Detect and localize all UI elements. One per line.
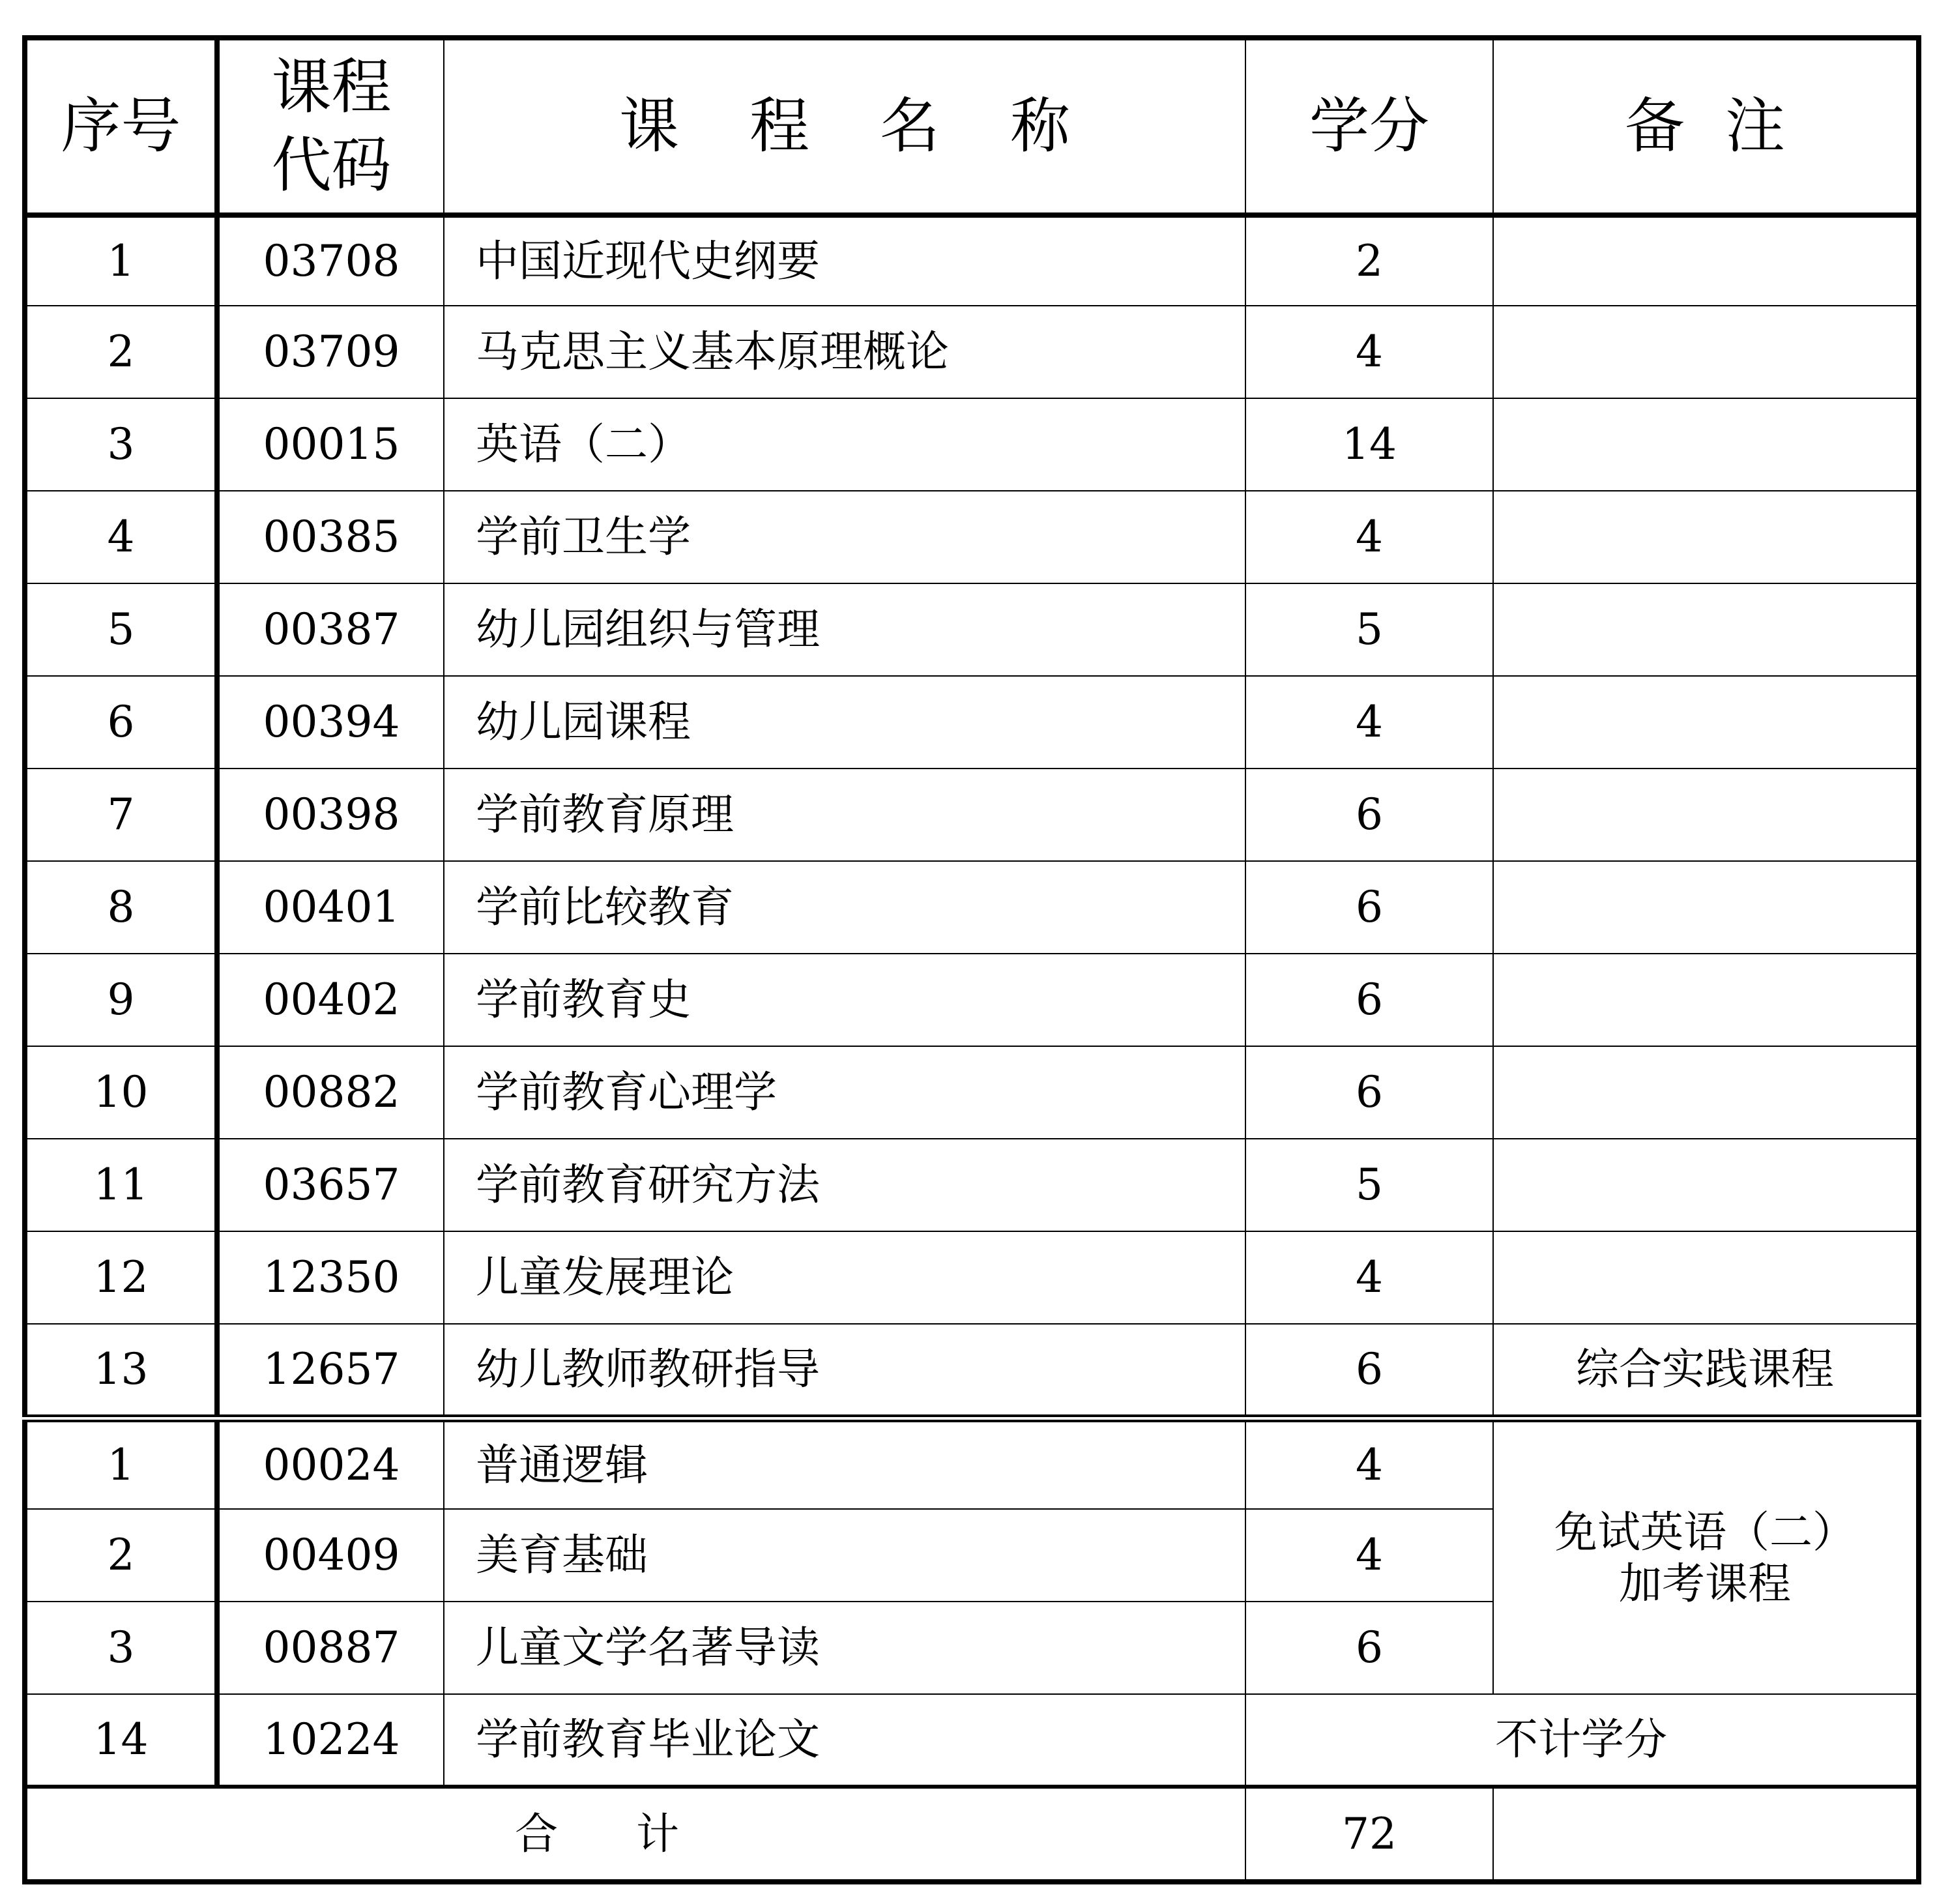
cell-seq: 7 [25,769,217,861]
cell-code: 12350 [217,1231,444,1324]
cell-note [1493,1046,1919,1139]
cell-credit: 4 [1245,676,1493,769]
cell-code: 00887 [217,1602,444,1694]
cell-course-name: 美育基础 [444,1509,1245,1602]
cell-seq: 2 [25,1509,217,1602]
header-code-line1: 课程 [271,52,392,123]
cell-note [1493,1139,1919,1231]
header-code-line2: 代码 [271,130,392,200]
cell-note [1493,398,1919,491]
total-note [1493,1787,1919,1882]
cell-seq: 10 [25,1046,217,1139]
cell-credit: 6 [1245,954,1493,1046]
cell-seq: 9 [25,954,217,1046]
table-row [25,306,1919,398]
cell-note [1493,861,1919,954]
cell-seq: 5 [25,583,217,676]
cell-course-name: 学前教育史 [444,954,1245,1046]
table-row [25,1418,1919,1509]
cell-code: 00882 [217,1046,444,1139]
cell-credit: 6 [1245,861,1493,954]
cell-note [1493,676,1919,769]
table-row [25,1139,1919,1231]
cell-note: 综合实践课程 [1493,1324,1919,1418]
cell-course-name: 学前教育原理 [444,769,1245,861]
extra-note-line1: 免试英语（二） [1554,1506,1855,1557]
header-credit: 学分 [1245,38,1493,215]
cell-code: 03657 [217,1139,444,1231]
cell-course-name: 学前比较教育 [444,861,1245,954]
cell-course-name: 学前教育研究方法 [444,1139,1245,1231]
table-row [25,491,1919,583]
cell-seq: 13 [25,1324,217,1418]
cell-code: 00385 [217,491,444,583]
cell-note [1493,491,1919,583]
table-row [25,676,1919,769]
cell-code: 00398 [217,769,444,861]
cell-code: 00401 [217,861,444,954]
cell-credit: 4 [1245,491,1493,583]
table-row [25,1046,1919,1139]
cell-code: 00015 [217,398,444,491]
cell-course-name: 学前卫生学 [444,491,1245,583]
header-course-name: 课程名称 [444,38,1245,215]
table-row [25,215,1919,306]
total-row [25,1787,1919,1882]
cell-course-name: 学前教育心理学 [444,1046,1245,1139]
cell-code: 03709 [217,306,444,398]
total-label: 合计 [25,1787,1245,1882]
cell-credit: 5 [1245,1139,1493,1231]
cell-course-name: 中国近现代史纲要 [444,215,1245,306]
cell-note [1493,306,1919,398]
total-credit: 72 [1245,1787,1493,1882]
table-row [25,954,1919,1046]
cell-seq: 14 [25,1694,217,1787]
cell-note [1493,954,1919,1046]
table-row [25,1324,1919,1418]
header-seq: 序号 [25,38,217,215]
cell-credit: 4 [1245,1231,1493,1324]
cell-course-name: 儿童发展理论 [444,1231,1245,1324]
cell-course-name: 幼儿园组织与管理 [444,583,1245,676]
table-row [25,1694,1919,1787]
cell-seq: 2 [25,306,217,398]
table-row [25,769,1919,861]
cell-code: 00387 [217,583,444,676]
cell-credit: 6 [1245,769,1493,861]
cell-credit: 4 [1245,1509,1493,1602]
cell-note [1493,1231,1919,1324]
cell-credit: 2 [1245,215,1493,306]
cell-seq: 11 [25,1139,217,1231]
cell-course-name: 马克思主义基本原理概论 [444,306,1245,398]
cell-course-name: 幼儿园课程 [444,676,1245,769]
cell-code: 10224 [217,1694,444,1787]
cell-course-name: 普通逻辑 [444,1418,1245,1509]
cell-seq: 1 [25,215,217,306]
cell-course-name: 学前教育毕业论文 [444,1694,1245,1787]
cell-seq: 1 [25,1418,217,1509]
cell-code: 12657 [217,1324,444,1418]
cell-credit: 14 [1245,398,1493,491]
cell-seq: 3 [25,1602,217,1694]
cell-code: 00394 [217,676,444,769]
cell-course-name: 英语（二） [444,398,1245,491]
cell-credit-note: 不计学分 [1245,1694,1919,1787]
cell-code: 03708 [217,215,444,306]
cell-credit: 6 [1245,1046,1493,1139]
cell-note [1493,583,1919,676]
cell-seq: 12 [25,1231,217,1324]
header-code [217,38,444,215]
header-note: 备注 [1493,38,1919,215]
cell-course-name: 幼儿教师教研指导 [444,1324,1245,1418]
cell-seq: 6 [25,676,217,769]
cell-note [1493,215,1919,306]
cell-code: 00402 [217,954,444,1046]
table-header-row [25,38,1919,215]
cell-seq: 4 [25,491,217,583]
cell-credit: 5 [1245,583,1493,676]
table-row [25,583,1919,676]
cell-credit: 4 [1245,1418,1493,1509]
cell-code: 00024 [217,1418,444,1509]
table-row [25,861,1919,954]
cell-seq: 3 [25,398,217,491]
cell-credit: 6 [1245,1602,1493,1694]
cell-credit: 6 [1245,1324,1493,1418]
table-row [25,1231,1919,1324]
course-plan-table [22,35,1921,1884]
cell-seq: 8 [25,861,217,954]
extra-note-line2: 加考课程 [1619,1559,1791,1609]
cell-extra-note [1493,1418,1919,1694]
cell-credit: 4 [1245,306,1493,398]
table-row [25,398,1919,491]
cell-code: 00409 [217,1509,444,1602]
cell-course-name: 儿童文学名著导读 [444,1602,1245,1694]
cell-note [1493,769,1919,861]
